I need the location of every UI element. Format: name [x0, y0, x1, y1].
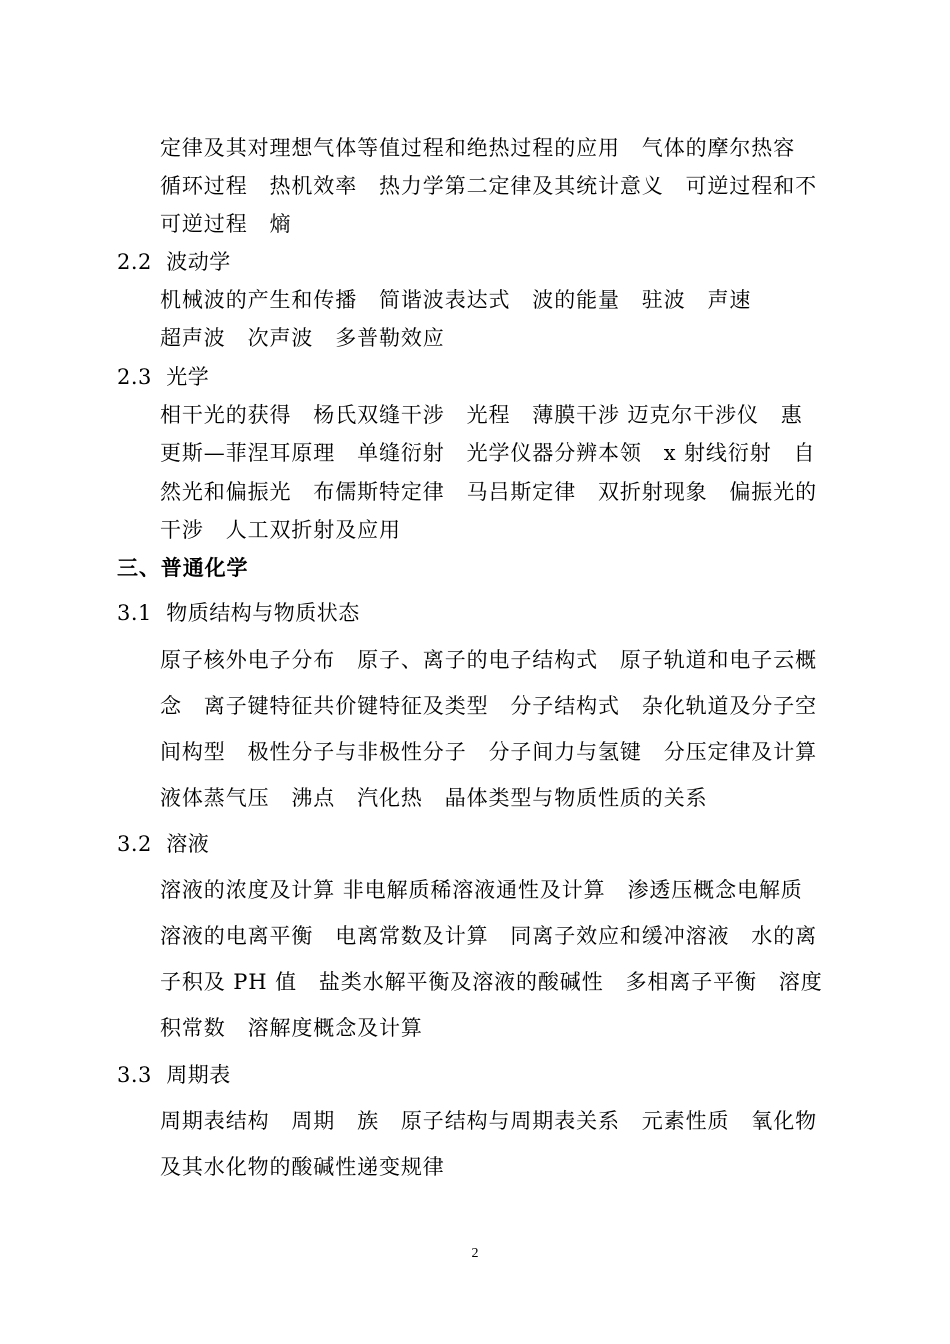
chapter-heading-3: 三、普通化学 [117, 556, 249, 580]
text-line: 积常数 溶解度概念及计算 [160, 1016, 423, 1040]
section-heading-2-2: 2.2 波动学 [117, 250, 231, 274]
text-line: 液体蒸气压 沸点 汽化热 晶体类型与物质性质的关系 [160, 786, 708, 810]
text-line: 定律及其对理想气体等值过程和绝热过程的应用 气体的摩尔热容 [160, 136, 796, 160]
text-line: 更斯—菲涅耳原理 单缝衍射 光学仪器分辨本领 x 射线衍射 自 [160, 441, 816, 465]
text-line: 子积及 PH 值 盐类水解平衡及溶液的酸碱性 多相离子平衡 溶度 [160, 970, 823, 994]
text-line: 原子核外电子分布 原子、离子的电子结构式 原子轨道和电子云概 [160, 648, 817, 672]
text-line: 溶液的电离平衡 电离常数及计算 同离子效应和缓冲溶液 水的离 [160, 924, 817, 948]
text-line: 念 离子键特征共价键特征及类型 分子结构式 杂化轨道及分子空 [160, 694, 817, 718]
text-line: 机械波的产生和传播 简谐波表达式 波的能量 驻波 声速 [160, 288, 752, 312]
text-line: 溶液的浓度及计算 非电解质稀溶液通性及计算 渗透压概念电解质 [160, 878, 803, 902]
text-line: 循环过程 热机效率 热力学第二定律及其统计意义 可逆过程和不 [160, 174, 817, 198]
text-line: 可逆过程 熵 [160, 212, 292, 236]
section-heading-3-2: 3.2 溶液 [117, 832, 210, 856]
section-heading-3-1: 3.1 物质结构与物质状态 [117, 601, 360, 625]
text-line: 周期表结构 周期 族 原子结构与周期表关系 元素性质 氧化物 [160, 1109, 817, 1133]
section-heading-2-3: 2.3 光学 [117, 365, 210, 389]
text-line: 间构型 极性分子与非极性分子 分子间力与氢键 分压定律及计算 [160, 740, 817, 764]
text-line: 及其水化物的酸碱性递变规律 [160, 1155, 445, 1179]
text-line: 干涉 人工双折射及应用 [160, 518, 401, 542]
section-heading-3-3: 3.3 周期表 [117, 1063, 231, 1087]
text-line: 相干光的获得 杨氏双缝干涉 光程 薄膜干涉 迈克尔干涉仪 惠 [160, 403, 803, 427]
text-line: 超声波 次声波 多普勒效应 [160, 326, 445, 350]
page-number: 2 [471, 1246, 479, 1261]
text-line: 然光和偏振光 布儒斯特定律 马吕斯定律 双折射现象 偏振光的 [160, 480, 817, 504]
